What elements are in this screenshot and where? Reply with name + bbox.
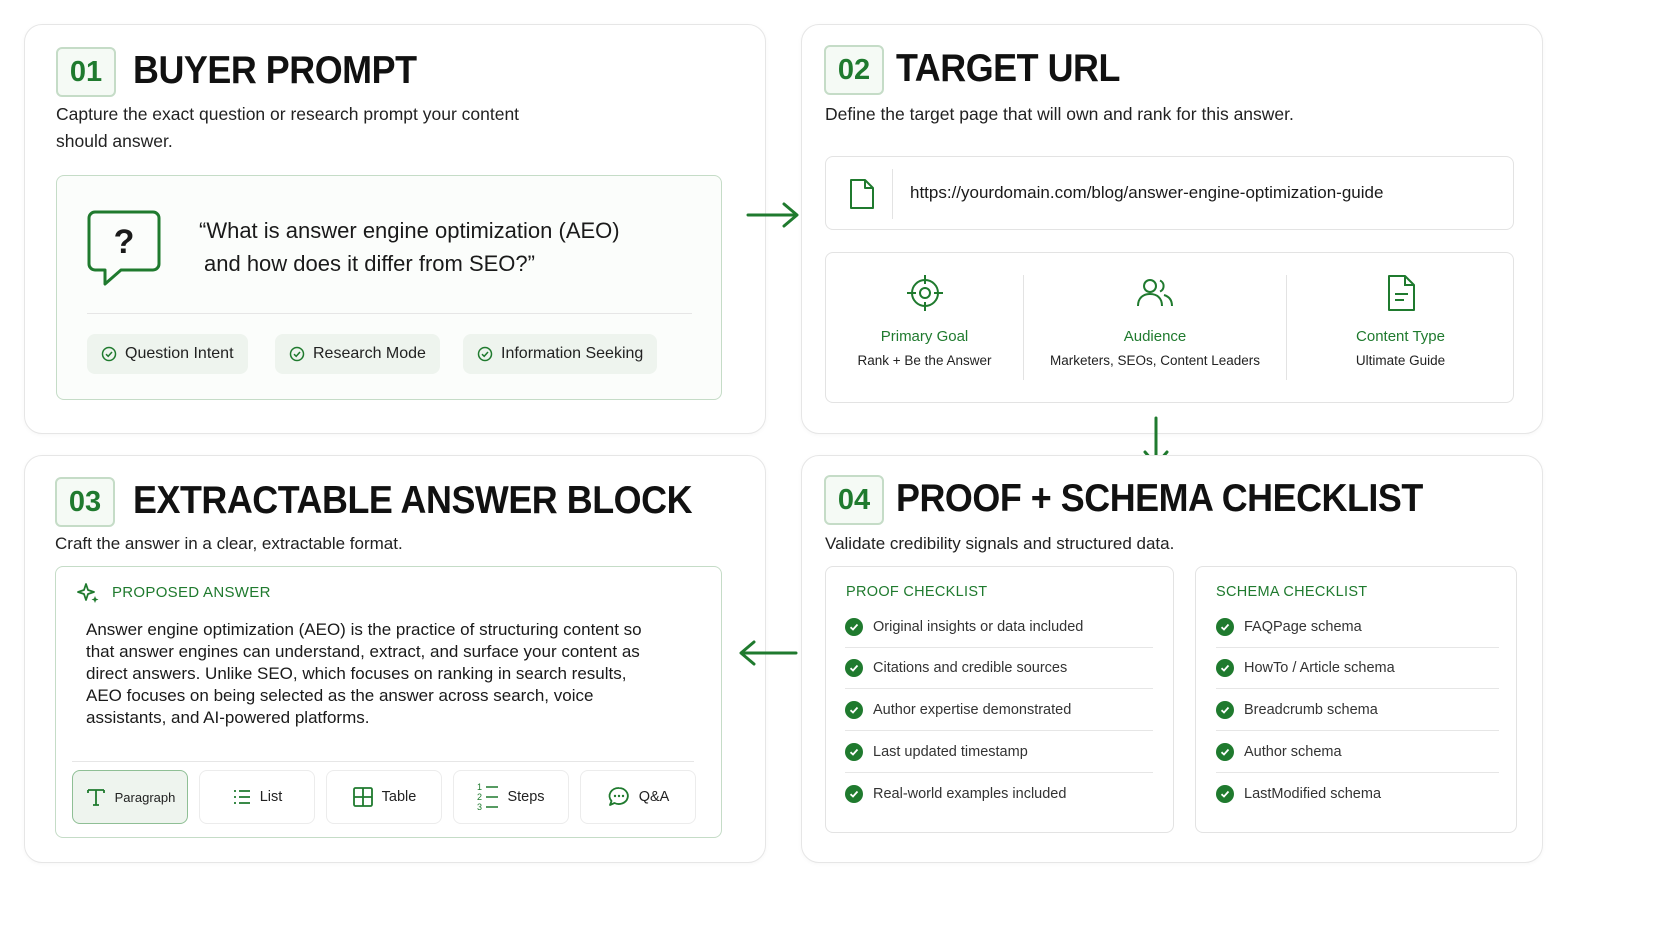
answer-text — [86, 619, 642, 729]
divider — [1216, 688, 1499, 689]
answer-line: AEO focuses on being selected as the answer across search, voice — [86, 686, 594, 705]
divider — [1216, 647, 1499, 648]
checklist-item — [845, 743, 1028, 761]
prompt-box — [56, 175, 722, 400]
check-icon — [1216, 618, 1234, 636]
checklist-item — [1216, 659, 1395, 677]
stat-value: Marketers, SEOs, Content Leaders — [1049, 353, 1261, 368]
description-line: should answer. — [56, 131, 173, 151]
tag-question-intent[interactable] — [87, 334, 248, 374]
step-description: Craft the answer in a clear, extractable format. — [55, 534, 403, 553]
svg-text:2: 2 — [477, 792, 483, 802]
check-icon — [1216, 785, 1234, 803]
checklist-item — [1216, 618, 1362, 636]
check-icon — [845, 785, 863, 803]
step-card-checklist — [801, 455, 1543, 863]
checklist-item-label: Breadcrumb schema — [1244, 702, 1378, 718]
stat-label: Primary Goal — [880, 328, 969, 345]
divider — [845, 688, 1153, 689]
file-icon — [848, 178, 876, 215]
checklist-item — [1216, 785, 1381, 803]
check-icon — [1216, 659, 1234, 677]
step-number: 04 — [824, 475, 884, 525]
proof-checklist — [825, 566, 1174, 833]
arrow-right-icon — [746, 200, 802, 230]
tag-research-mode[interactable] — [275, 334, 440, 374]
checklist-item — [845, 659, 1067, 677]
checklist-item — [845, 618, 1083, 636]
tag-label: Information Seeking — [501, 345, 644, 362]
proposed-answer-box — [55, 566, 722, 838]
schema-checklist — [1195, 566, 1517, 833]
checklist-item-label: LastModified schema — [1244, 786, 1382, 802]
quote-line: “What is answer engine optimization (AEO) — [199, 218, 620, 243]
check-circle-icon — [101, 346, 117, 362]
divider — [1216, 772, 1499, 773]
step-card-buyer-prompt — [24, 24, 766, 434]
format-qa-button[interactable] — [580, 770, 696, 824]
stat-value: Ultimate Guide — [1355, 353, 1446, 368]
format-paragraph-button[interactable] — [72, 770, 188, 824]
stat-content-type — [1287, 273, 1514, 368]
format-label: Steps — [507, 789, 545, 805]
format-label: Q&A — [638, 789, 670, 805]
url-field[interactable] — [825, 156, 1514, 230]
checklist-item-label: Original insights or data included — [873, 619, 1084, 635]
check-icon — [845, 743, 863, 761]
divider — [87, 313, 692, 314]
description-line: Capture the exact question or research prompt your content — [56, 104, 520, 124]
sparkle-icon — [76, 581, 100, 610]
tag-label: Research Mode — [313, 345, 426, 362]
answer-line: direct answers. Unlike SEO, which focuses on ranking in search results, — [86, 664, 627, 683]
arrow-left-icon — [736, 638, 800, 668]
answer-line: that answer engines can understand, extract, and surface your content as — [86, 642, 640, 661]
table-icon — [352, 786, 374, 808]
check-circle-icon — [289, 346, 305, 362]
step-title: BUYER PROMPT — [133, 49, 417, 92]
divider — [845, 772, 1153, 773]
step-title: PROOF + SCHEMA CHECKLIST — [896, 477, 1423, 520]
check-icon — [845, 701, 863, 719]
tag-information-seeking[interactable] — [463, 334, 657, 374]
answer-line: Answer engine optimization (AEO) is the practice of structuring content so — [86, 620, 642, 639]
divider — [892, 169, 893, 219]
document-icon — [1381, 273, 1421, 313]
tag-label: Question Intent — [125, 345, 234, 362]
target-icon — [905, 273, 945, 313]
format-label: Table — [381, 789, 417, 805]
svg-text:3: 3 — [477, 802, 483, 812]
divider — [72, 761, 694, 762]
divider — [845, 647, 1153, 648]
users-icon — [1135, 273, 1175, 313]
checklist-item — [845, 701, 1071, 719]
checklist-item — [845, 785, 1066, 803]
quote-line: and how does it differ from SEO?” — [204, 251, 535, 276]
checklist-title: PROOF CHECKLIST — [846, 584, 988, 600]
format-steps-button[interactable] — [453, 770, 569, 824]
svg-text:?: ? — [113, 223, 135, 261]
stat-label: Audience — [1123, 328, 1187, 345]
checklist-item-label: Last updated timestamp — [873, 744, 1028, 760]
checklist-item-label: HowTo / Article schema — [1244, 660, 1395, 676]
target-url-value: https://yourdomain.com/blog/answer-engine-optimization-guide — [910, 183, 1384, 202]
check-icon — [845, 618, 863, 636]
format-table-button[interactable] — [326, 770, 442, 824]
answer-line: assistants, and AI-powered platforms. — [86, 708, 370, 727]
text-icon — [85, 786, 107, 808]
step-number: 03 — [55, 477, 115, 527]
checklist-item-label: FAQPage schema — [1244, 619, 1362, 635]
list-icon — [232, 787, 252, 807]
check-icon — [845, 659, 863, 677]
checklist-item-label: Citations and credible sources — [873, 660, 1068, 676]
stats-box — [825, 252, 1514, 403]
question-bubble-icon — [87, 208, 163, 293]
step-title: TARGET URL — [896, 47, 1120, 90]
step-description: Define the target page that will own and rank for this answer. — [825, 104, 1294, 124]
stat-value: Rank + Be the Answer — [857, 353, 992, 368]
check-icon — [1216, 743, 1234, 761]
checklist-title: SCHEMA CHECKLIST — [1216, 584, 1368, 600]
check-circle-icon — [477, 346, 493, 362]
format-list-button[interactable] — [199, 770, 315, 824]
stat-primary-goal — [826, 273, 1023, 368]
step-description: Validate credibility signals and structured data. — [825, 534, 1175, 553]
svg-text:1: 1 — [477, 782, 483, 792]
step-number: 02 — [824, 45, 884, 95]
format-label: Paragraph — [114, 789, 176, 805]
numbered-list-icon — [477, 782, 499, 812]
step-number: 01 — [56, 47, 116, 97]
checklist-item — [1216, 743, 1342, 761]
step-title: EXTRACTABLE ANSWER BLOCK — [133, 479, 693, 522]
checklist-item-label: Author expertise demonstrated — [873, 702, 1072, 718]
chat-bubble-icon — [607, 785, 631, 809]
section-label: PROPOSED ANSWER — [112, 584, 271, 601]
step-card-target-url — [801, 24, 1543, 434]
stat-label: Content Type — [1356, 328, 1445, 345]
checklist-item-label: Author schema — [1244, 744, 1342, 760]
divider — [845, 730, 1153, 731]
format-label: List — [259, 789, 283, 805]
step-card-answer-block — [24, 455, 766, 863]
checklist-item — [1216, 701, 1378, 719]
buyer-quote — [199, 214, 620, 280]
divider — [1216, 730, 1499, 731]
step-description — [56, 101, 519, 155]
checklist-item-label: Real-world examples included — [873, 786, 1067, 802]
stat-audience — [1024, 273, 1286, 368]
check-icon — [1216, 701, 1234, 719]
